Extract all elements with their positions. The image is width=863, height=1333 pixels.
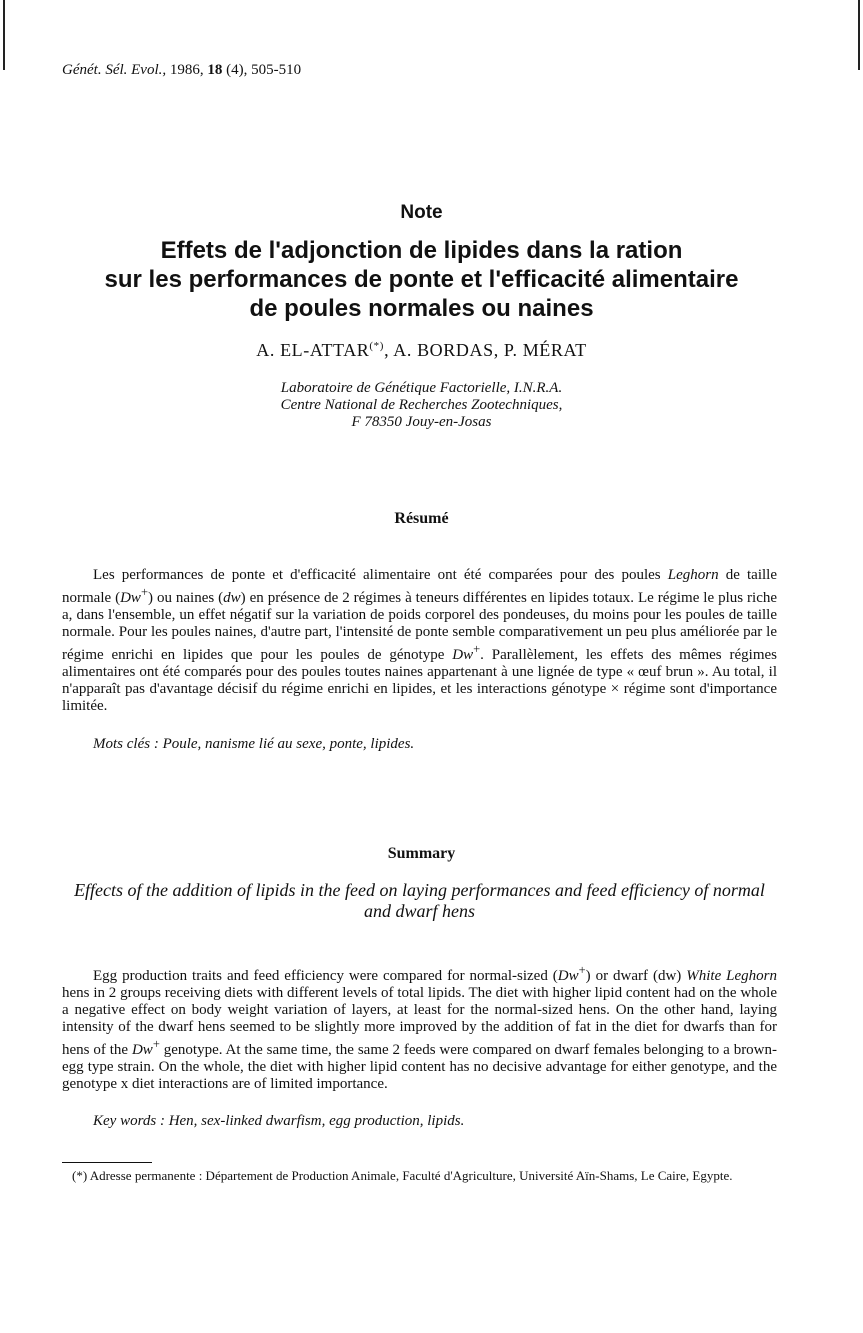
resume-italic: Leghorn xyxy=(667,567,719,583)
authors xyxy=(0,340,843,361)
title-line: de poules normales ou naines xyxy=(249,295,594,322)
summary-heading: Summary xyxy=(387,845,456,862)
journal-name: Génét. Sél. Evol., xyxy=(62,62,167,78)
journal-year: 1986, xyxy=(169,62,204,78)
affiliation-line: F 78350 Jouy-en-Josas xyxy=(351,414,492,430)
title-line: Effets de l'adjonction de lipides dans la ration xyxy=(160,237,683,264)
note-label: Note xyxy=(400,202,443,223)
summary-italic: White Leghorn xyxy=(686,968,778,984)
affiliation xyxy=(0,380,843,431)
summary-text: hens in 2 groups receiving diets with different levels of total lipids. The diet with higher lipid content had on the whole a negative effect on body weight variation of layers, at least for the normal-sized hens. On the other hand, laying intensity of the dwarf hens seemed to be slightly more improved by the addition of fat in the diet for dwarfs than for hens of the xyxy=(62,985,777,1058)
resume-text: de taille normale ( xyxy=(62,567,777,606)
journal-issue-pages: (4), 505-510 xyxy=(226,62,302,78)
summary-paragraph xyxy=(62,962,777,1093)
summary-text: Egg production traits and feed efficiency were compared for normal-sized ( xyxy=(93,968,558,984)
resume-text: . Parallèlement, les effets des mêmes régimes alimentaires ont été comparés pour des poules toutes naines appartenant à une lignée de type « œuf brun ». Au total, il n'apparaît pas d'avantage décisif du régime enrichi en lipides, et les interactions génotype × régime sont d'importance limitée. xyxy=(62,647,777,714)
english-title: Effects of the addition of lipids in the feed on laying performances and feed efficiency of normal and dwarf hens xyxy=(74,880,765,921)
journal-volume: 18 xyxy=(207,62,223,78)
resume-paragraph xyxy=(62,567,777,715)
affiliation-line: Centre National de Recherches Zootechniques, xyxy=(280,397,563,413)
article-title xyxy=(40,236,803,323)
resume-keywords: Mots clés : Poule, nanisme lié au sexe, ponte, lipides. xyxy=(93,736,415,752)
page-edge-left xyxy=(3,0,5,70)
summary-text: ) or dwarf (dw) xyxy=(585,968,682,984)
summary-sup: + xyxy=(152,1037,160,1051)
resume-sup: + xyxy=(140,585,148,599)
summary-keywords: Key words : Hen, sex-linked dwarfism, egg production, lipids. xyxy=(93,1113,465,1129)
journal-citation xyxy=(62,62,301,79)
author-footnote-mark: (*) xyxy=(369,340,385,352)
resume-heading: Résumé xyxy=(394,510,449,527)
affiliation-line: Laboratoire de Génétique Factorielle, I.N.R.A. xyxy=(280,380,563,396)
resume-italic: Dw xyxy=(120,590,141,606)
summary-italic: Dw xyxy=(557,968,579,984)
author-rest: , A. BORDAS, P. MÉRAT xyxy=(384,340,587,360)
summary-text: genotype. At the same time, the same 2 feeds were compared on dwarf females belonging to a brown-egg type strain. On the whole, the diet with higher lipid content has no decisive advantage for either genotype, and the genotype x diet interactions are of limited importance. xyxy=(62,1042,778,1092)
resume-italic: dw xyxy=(223,590,241,606)
resume-sup: + xyxy=(473,642,481,656)
resume-italic: Dw xyxy=(452,647,474,663)
footnote-rule xyxy=(62,1162,152,1163)
author-first: A. EL-ATTAR xyxy=(256,340,370,360)
page-edge-right xyxy=(858,0,860,70)
title-line: sur les performances de ponte et l'efficacité alimentaire xyxy=(104,266,739,293)
resume-text: Les performances de ponte et d'efficacité alimentaire ont été comparées pour des poules xyxy=(93,567,661,583)
summary-italic: Dw xyxy=(131,1042,153,1058)
footnote: (*) Adresse permanente : Département de Production Animale, Faculté d'Agriculture, Université Aïn-Shams, Le Caire, Egypte. xyxy=(72,1168,733,1183)
summary-sup: + xyxy=(578,963,586,977)
resume-text: ) ou naines ( xyxy=(148,590,224,606)
resume-text: ) en présence de 2 régimes à teneurs différentes en lipides totaux. Le régime le plus riche a, dans l'ensemble, un effet négatif sur la variation de poids corporel des pondeuses, du moins pour les poules de taille normale. Pour les poules naines, d'autre part, l'intensité de ponte semble comparativement un peu plus améliorée par le régime enrichi en lipides que pour les poules de génotype xyxy=(62,590,778,663)
